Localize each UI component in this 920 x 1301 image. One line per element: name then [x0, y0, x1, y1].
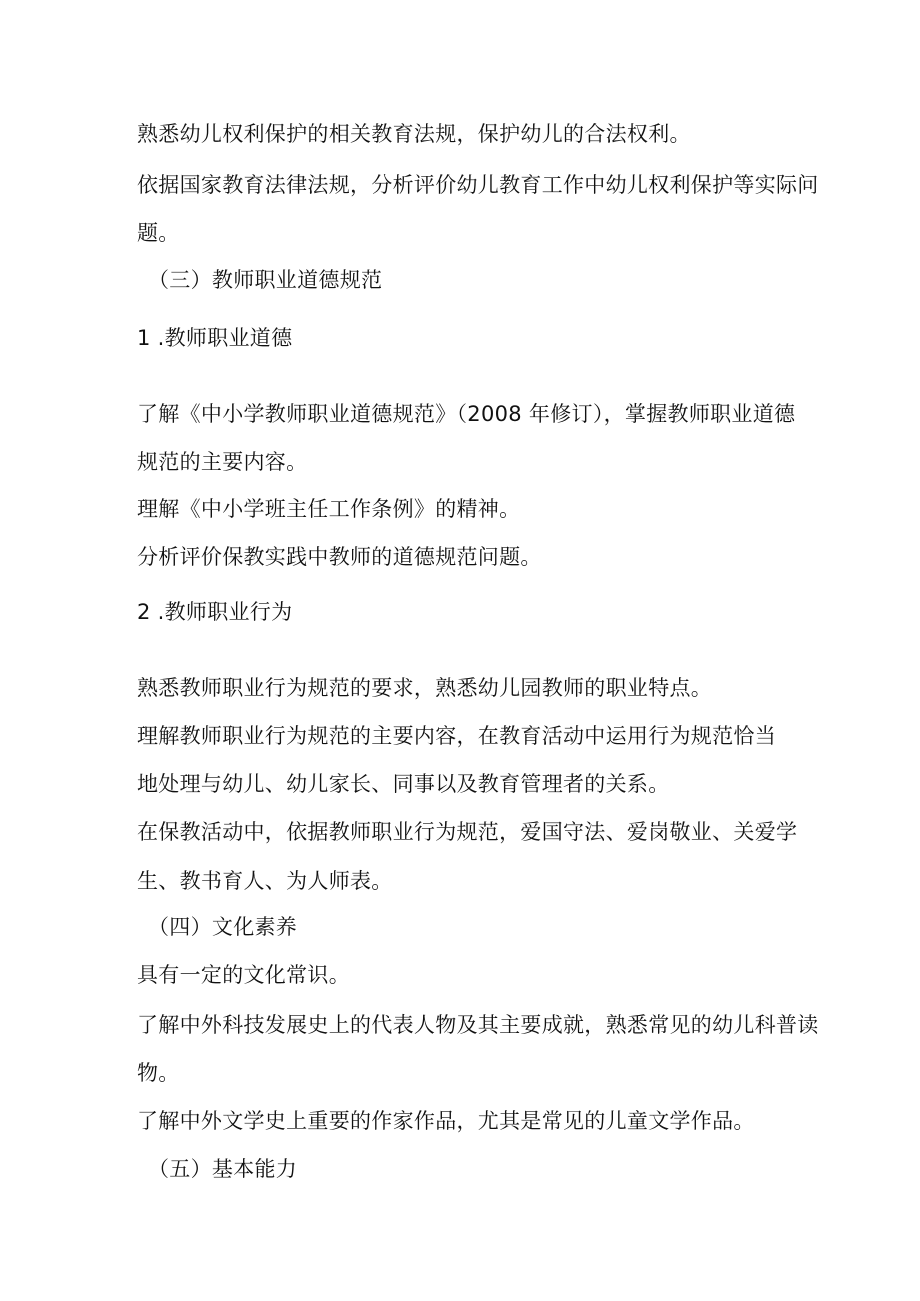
paragraph-line: 了解中外科技发展史上的代表人物及其主要成就，熟悉常见的幼儿科普读	[137, 1013, 819, 1037]
paragraph-line: 题。	[137, 221, 180, 245]
paragraph-line: 了解《中小学教师职业道德规范》（2008 年修订），掌握教师职业道德	[137, 402, 796, 426]
paragraph-line: 生、教书育人、为人师表。	[137, 869, 393, 893]
section-heading: （三）教师职业道德规范	[148, 268, 383, 292]
paragraph-line: 熟悉幼儿权利保护的相关教育法规，保护幼儿的合法权利。	[137, 122, 691, 146]
section-heading: （四）文化素养	[148, 915, 298, 939]
paragraph-line: 理解《中小学班主任工作条例》的精神。	[137, 497, 521, 521]
paragraph-line: 地处理与幼儿、幼儿家长、同事以及教育管理者的关系。	[137, 772, 670, 796]
subsection-heading: 1 .教师职业道德	[137, 326, 293, 350]
paragraph-line: 理解教师职业行为规范的主要内容，在教育活动中运用行为规范恰当	[137, 724, 776, 748]
section-heading: （五）基本能力	[148, 1157, 298, 1181]
paragraph-line: 物。	[137, 1061, 180, 1085]
paragraph-line: 规范的主要内容。	[137, 450, 308, 474]
paragraph-line: 具有一定的文化常识。	[137, 963, 350, 987]
paragraph-line: 分析评价保教实践中教师的道德规范问题。	[137, 545, 542, 569]
paragraph-line: 熟悉教师职业行为规范的要求，熟悉幼儿园教师的职业特点。	[137, 676, 713, 700]
subsection-heading: 2 .教师职业行为	[137, 600, 293, 624]
paragraph-line: 依据国家教育法律法规，分析评价幼儿教育工作中幼儿权利保护等实际问	[137, 173, 819, 197]
paragraph-line: 在保教活动中，依据教师职业行为规范，爱国守法、爱岗敬业、关爱学	[137, 820, 798, 844]
paragraph-line: 了解中外文学史上重要的作家作品，尤其是常见的儿童文学作品。	[137, 1109, 755, 1133]
